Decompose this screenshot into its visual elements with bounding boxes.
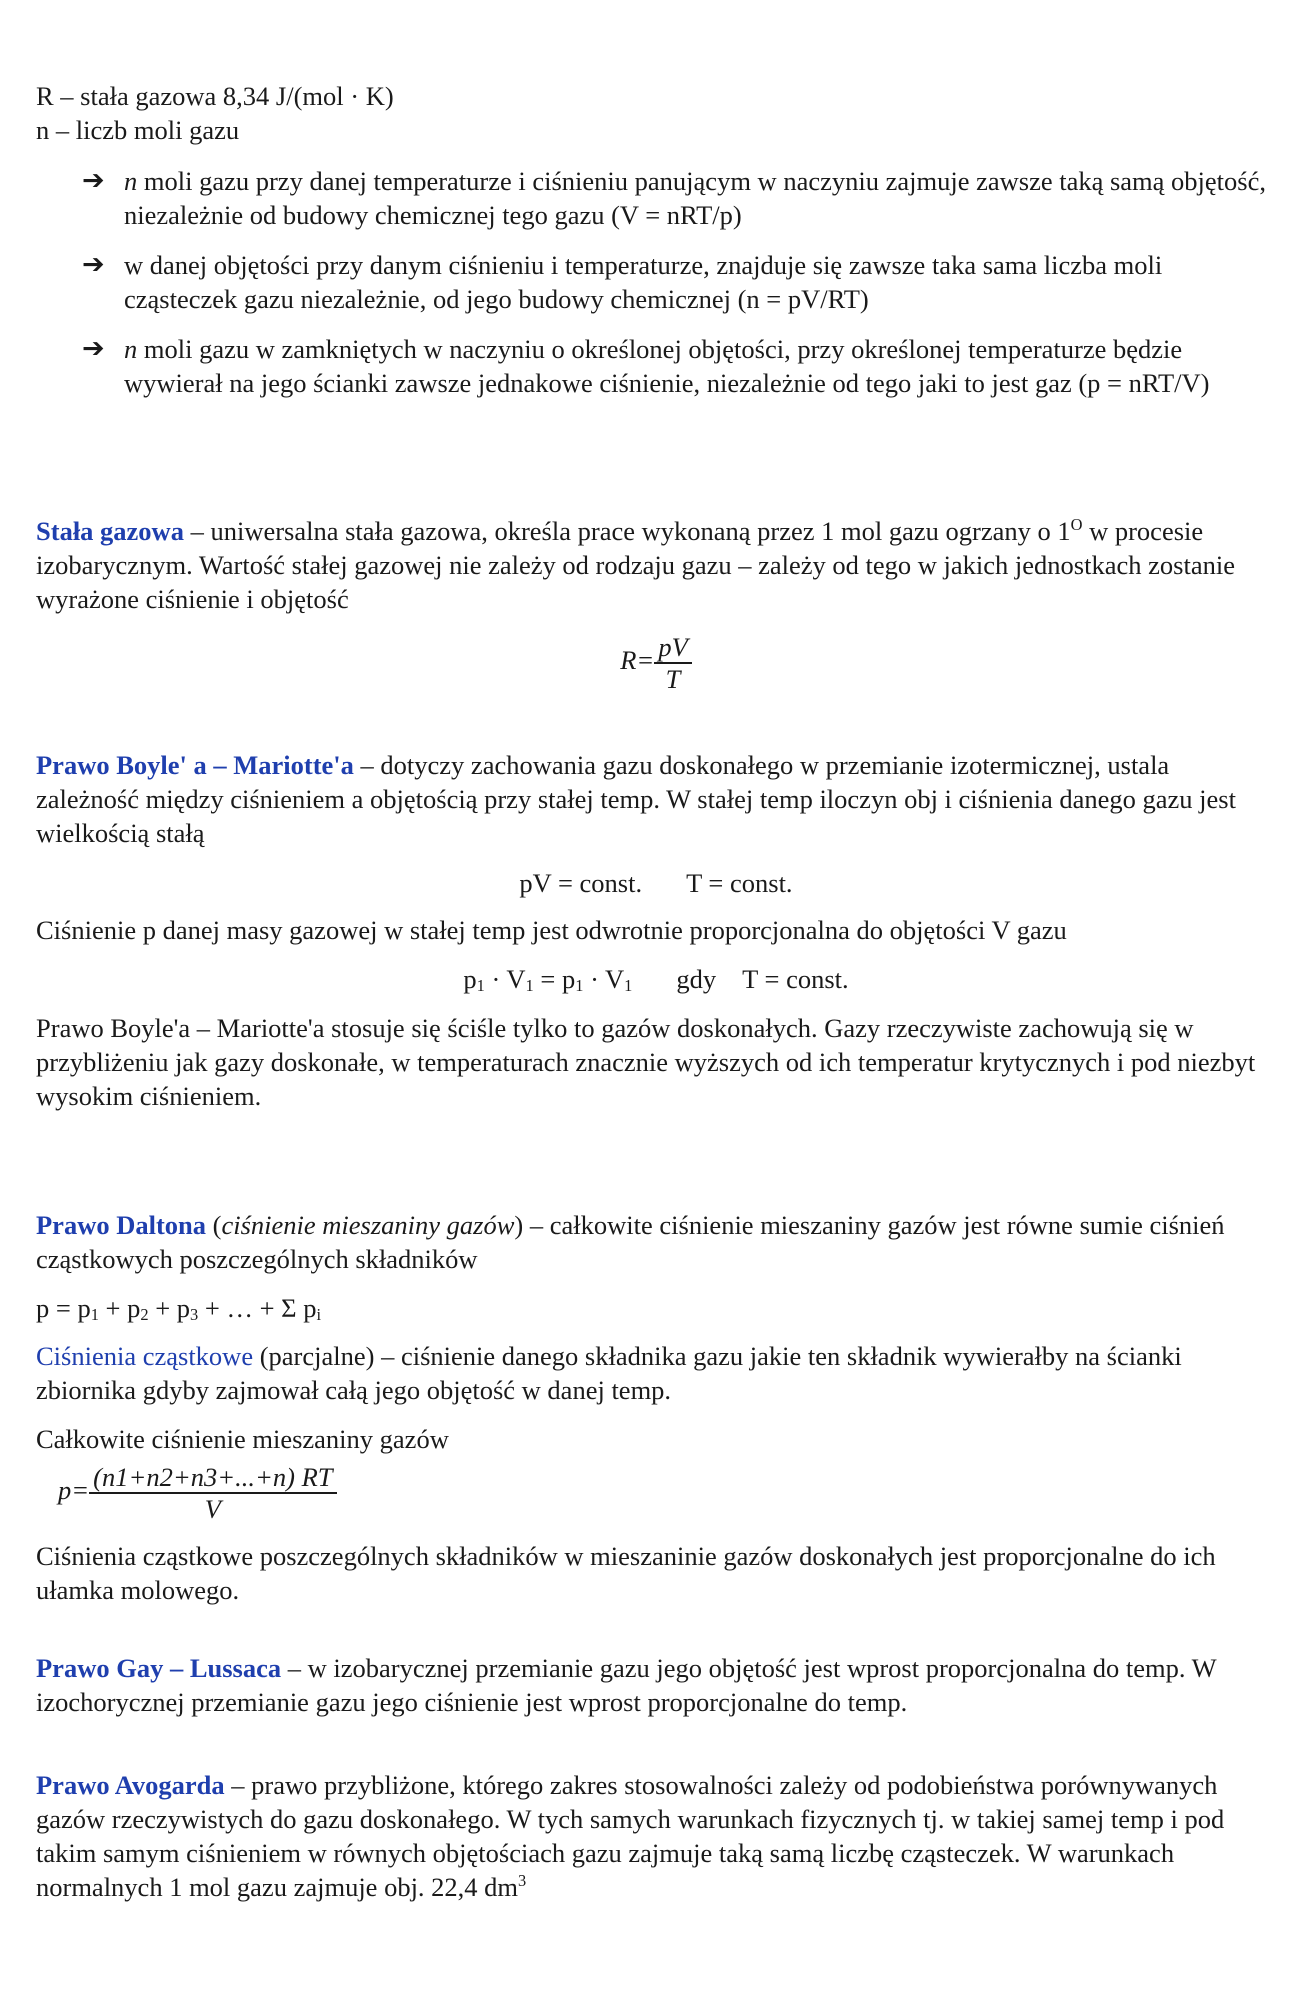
arrow-right-icon: ➔ bbox=[82, 165, 105, 196]
section-boyle bbox=[36, 748, 1276, 850]
eq-part: + … + Σ p bbox=[198, 1293, 317, 1323]
eq-part: + p bbox=[98, 1293, 141, 1323]
fraction-numerator: (n1+n2+n3+...+n) RT bbox=[93, 1462, 333, 1492]
eq-sub: 1 bbox=[476, 975, 485, 995]
section-stala-gazowa bbox=[36, 514, 1276, 616]
text: – prawo przybliżone, którego zakres stosowalności zależy od podobieństwa porównywanych gazów rzeczywistych do gazu doskonałego. W tych samych warunkach fizycznych tj. w takiej samej temp i pod takim samym ciśnieniem w równych objętościach gazu zajmuje taką samą liczbę cząsteczek. W warunkach normalnych 1 mol gazu zajmuje obj. 22,4 dm bbox=[36, 1770, 1225, 1902]
text: ) bbox=[514, 1210, 524, 1240]
term-gay-lussac: Prawo Gay – Lussaca bbox=[36, 1653, 282, 1683]
formula-lhs: p= bbox=[58, 1474, 90, 1505]
text: Całkowite ciśnienie mieszaniny gazów bbox=[36, 1424, 449, 1454]
text: ( bbox=[206, 1210, 222, 1240]
section-dalton bbox=[36, 1208, 1276, 1276]
equation-left: pV = const. bbox=[519, 868, 643, 898]
total-pressure-label bbox=[36, 1422, 1276, 1456]
cubic-sup: 3 bbox=[518, 1871, 527, 1891]
eq-part: · V bbox=[484, 964, 526, 994]
fraction bbox=[654, 632, 691, 694]
eq-condition: gdy T = const. bbox=[676, 964, 849, 994]
text: – w izobarycznej przemianie gazu jego objętość jest wprost proporcjonalna do temp. W izochorycznej przemianie gazu jego ciśnienie jest wprost proporcjonalne do temp. bbox=[36, 1653, 1217, 1717]
fraction-denominator: V bbox=[204, 1493, 221, 1524]
eq-part: · V bbox=[583, 964, 625, 994]
stala-gazowa-paragraph bbox=[36, 514, 1276, 616]
term-partial-pressure: Ciśnienia cząstkowe bbox=[36, 1341, 254, 1371]
term-boyle: Prawo Boyle' a – Mariotte'a bbox=[36, 750, 354, 780]
dalton-paragraph bbox=[36, 1208, 1276, 1276]
eq-sub: 1 bbox=[90, 1304, 99, 1324]
definition-n: n – liczb moli gazu bbox=[36, 115, 240, 145]
eq-sub: 1 bbox=[525, 975, 534, 995]
definition-r: R – stała gazowa 8,34 J/(mol · K) bbox=[36, 81, 394, 111]
text: Ciśnienie p danej masy gazowej w stałej temp jest odwrotnie proporcjonalna do objętości V gazu bbox=[36, 915, 1067, 945]
definitions bbox=[36, 79, 1276, 147]
bullet-text bbox=[124, 164, 1274, 232]
boyle-paragraph bbox=[36, 748, 1276, 850]
term-dalton: Prawo Daltona bbox=[36, 1210, 207, 1240]
formula-lhs: R= bbox=[620, 644, 655, 675]
eq-part: p = p bbox=[36, 1293, 91, 1323]
fraction-numerator: pV bbox=[658, 632, 688, 662]
boyle-line-3 bbox=[36, 1011, 1276, 1113]
eq-sub: i bbox=[316, 1304, 322, 1324]
eq-sub: 3 bbox=[190, 1304, 199, 1324]
term-avogadro: Prawo Avogarda bbox=[36, 1770, 225, 1800]
text: w procesie izobarycznym. Wartość stałej gazowej nie zależy od rodzaju gazu – zależy od tego w jakich jednostkach zostanie wyrażone ciśnienie i objętość bbox=[36, 516, 1235, 614]
arrow-right-icon: ➔ bbox=[82, 333, 105, 364]
text: Prawo Boyle'a – Mariotte'a stosuje się ściśle tylko to gazów doskonałych. Gazy rzeczywiste zachowują się w przybliżeniu jak gazy doskonałe, w temperaturach znacznie wyższych od ich temperatur krytycznych i pod niezbyt wysokim ciśnieniem. bbox=[36, 1013, 1256, 1111]
equation-right: T = const. bbox=[686, 868, 793, 898]
text: Ciśnienia cząstkowe poszczególnych składników w mieszaninie gazów doskonałych jest proporcjonalne do ich ułamka molowego. bbox=[36, 1541, 1216, 1605]
boyle-equation-2 bbox=[36, 962, 1276, 996]
gay-lussac-paragraph bbox=[36, 1651, 1276, 1719]
dalton-last bbox=[36, 1539, 1276, 1607]
formula-r bbox=[36, 632, 1276, 694]
fraction bbox=[89, 1462, 336, 1524]
fraction-denominator: T bbox=[665, 663, 681, 694]
arrow-right-icon: ➔ bbox=[82, 249, 105, 280]
text: – całkowite ciśnienie mieszaniny gazów jest równe sumie ciśnień cząstkowych poszczególnych składników bbox=[36, 1210, 1225, 1274]
eq-sub: 1 bbox=[624, 975, 633, 995]
italic-lead: n bbox=[124, 166, 138, 196]
boyle-equation-1 bbox=[36, 866, 1276, 900]
bullet-body: moli gazu przy danej temperaturze i ciśnieniu panującym w naczyniu zajmuje zawsze taką samą objętość, niezależnie od budowy chemicznej tego gazu (V = nRT/p) bbox=[124, 166, 1266, 230]
avogadro-paragraph bbox=[36, 1768, 1276, 1904]
eq-sub: 2 bbox=[140, 1304, 149, 1324]
text: – uniwersalna stała gazowa, określa prace wykonaną przez 1 mol gazu ogrzany o 1 bbox=[183, 516, 1071, 546]
bullet-body: w danej objętości przy danym ciśnieniu i temperaturze, znajduje się zawsze taka sama liczba moli cząsteczek gazu niezależnie, od jego budowy chemicznej (n = pV/RT) bbox=[124, 250, 1163, 314]
dalton-equation bbox=[36, 1291, 1276, 1325]
italic-lead: n bbox=[124, 334, 138, 364]
text: – dotyczy zachowania gazu doskonałego w przemianie izotermicznej, ustala zależność między ciśnieniem a objętością przy stałej temp. W stałej temp iloczyn obj i ciśnienia danego gazu jest wielkością stałą bbox=[36, 750, 1236, 848]
partial-pressure bbox=[36, 1339, 1276, 1407]
eq-part: p bbox=[463, 964, 477, 994]
eq-part: = p bbox=[533, 964, 576, 994]
formula-total-pressure bbox=[58, 1462, 1290, 1524]
section-gay-lussac bbox=[36, 1651, 1276, 1719]
boyle-line-2 bbox=[36, 913, 1276, 947]
eq-part: + p bbox=[148, 1293, 191, 1323]
term-stala-gazowa: Stała gazowa bbox=[36, 516, 184, 546]
text: (parcjalne) – ciśnienie danego składnika gazu jakie ten składnik wywierałby na ścianki zbiornika gdyby zajmował całą jego objętość w danej temp. bbox=[36, 1341, 1182, 1405]
bullet-text bbox=[124, 248, 1274, 316]
italic-text: ciśnienie mieszaniny gazów bbox=[221, 1210, 515, 1240]
eq-sub: 1 bbox=[575, 975, 584, 995]
degree-sup: O bbox=[1070, 515, 1083, 535]
section-avogadro bbox=[36, 1768, 1276, 1904]
partial-pressure-paragraph bbox=[36, 1339, 1276, 1407]
bullet-body: moli gazu w zamkniętych w naczyniu o określonej objętości, przy określonej temperaturze będzie wywierał na jego ścianki zawsze jednakowe ciśnienie, niezależnie od tego jaki to jest gaz (p = nRT/V) bbox=[124, 334, 1210, 398]
bullet-text bbox=[124, 332, 1274, 400]
